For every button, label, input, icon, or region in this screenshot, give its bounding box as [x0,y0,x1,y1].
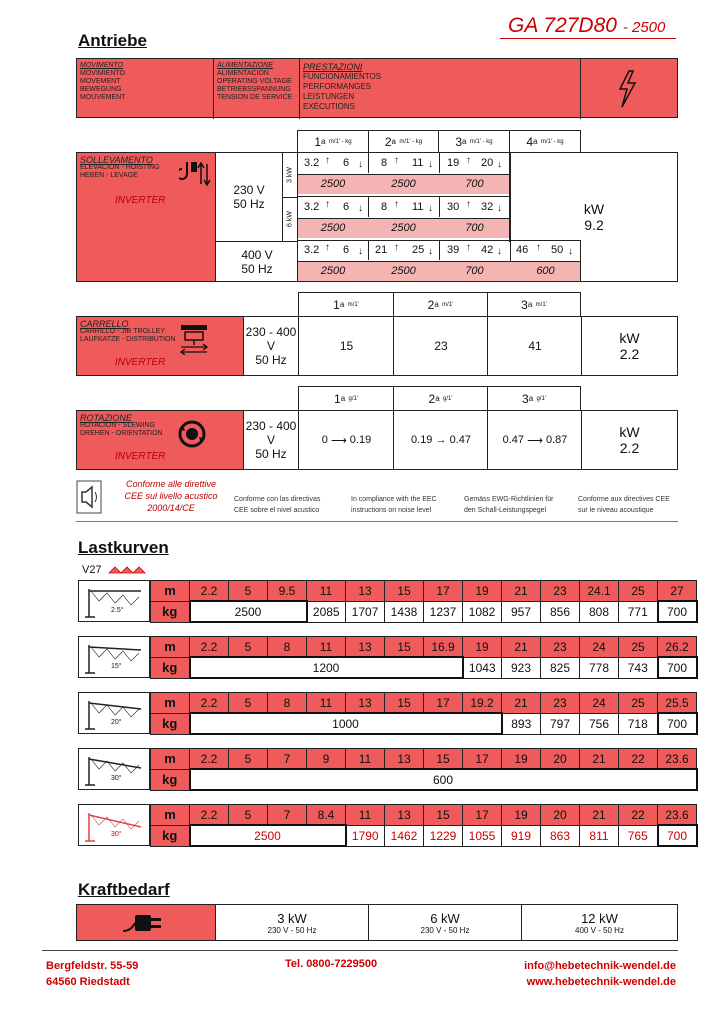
load-cell: 771 [619,601,658,622]
header-movement: MOVIMENTO MOVIMIENTO MOVEMENT BEWEGUNG MOUVEMENT [80,62,126,101]
load-span-cell: 1200 [190,657,463,678]
radius-cell: 9 [307,749,346,770]
radius-cell: 25 [619,693,658,714]
radius-cell: 23 [541,693,580,714]
load-cell: 756 [580,713,619,734]
load-cell: 1790 [346,825,385,846]
load-cell: 797 [541,713,580,734]
radius-cell: 19 [502,805,541,826]
trolley-speed-1: 15 [339,339,354,353]
load-cell: 1082 [463,601,502,622]
radius-cell: 17 [463,805,502,826]
radius-cell: 5 [229,637,268,658]
jib-angle: 15° [111,663,122,670]
hoist-speed-header: 1 a m/1' - kg 2 a m/1' - kg 3 a m/1' - kg 4 a m/1' - kg [297,130,581,153]
radius-cell: 19 [463,637,502,658]
radius-cell: 2.2 [190,581,229,602]
radius-cell: 19 [502,749,541,770]
load-cell: 700 [658,713,697,734]
radius-cell: 15 [385,693,424,714]
section-title-antriebe: Antriebe [78,31,147,50]
power-12kw: 12 kW 400 V - 50 Hz [575,910,624,935]
load-cell: 778 [580,657,619,678]
header-voltage: ALIMENTAZIONE ALIMENTACION OPERATING VOLTAGE BETRIEBSSPANNUNG TENSION DE SERVICE [217,62,293,101]
hoist-inverter: INVERTER [115,195,166,206]
jib-icon [108,566,146,574]
radius-cell: 8 [268,693,307,714]
load-curve-table [150,804,698,847]
radius-cell: 13 [346,581,385,602]
radius-cell: 20 [541,749,580,770]
load-cell: 743 [619,657,658,678]
radius-cell: 19 [463,581,502,602]
load-span-cell: 2500 [190,825,346,846]
website-link[interactable]: www.hebetechnik-wendel.de [526,976,676,988]
speaker-icon [76,480,102,514]
m-label: m [151,637,190,658]
radius-cell: 13 [385,749,424,770]
radius-cell: 19.2 [463,693,502,714]
footer-rule [42,950,678,951]
radius-cell: 2.2 [190,637,229,658]
conformity-de: Gemäss EWG-Richtlinien für den Schall-Leistungspegel [464,496,554,514]
radius-cell: 11 [307,693,346,714]
load-curve-table [150,580,698,623]
load-cell: 1055 [463,825,502,846]
load-span-cell: 1000 [190,713,502,734]
power-6kw: 6 kW 230 V - 50 Hz [420,910,470,935]
trolley-voltage: 230 - 400 V 50 Hz [245,325,297,367]
load-cell: 811 [580,825,619,846]
radius-cell: 22 [619,805,658,826]
lightning-icon [615,69,639,109]
load-curve-table [150,748,698,791]
load-cell: 825 [541,657,580,678]
radius-cell: 13 [385,805,424,826]
radius-cell: 2.2 [190,693,229,714]
load-cell: 1438 [385,601,424,622]
radius-cell: 15 [385,637,424,658]
load-curve-table [150,636,698,679]
footer-contact [508,958,676,990]
section-title-lastkurven: Lastkurven [78,538,169,557]
radius-cell: 22 [619,749,658,770]
radius-cell: 25 [619,637,658,658]
header-rule [500,38,676,39]
radius-cell: 25 [619,581,658,602]
radius-cell: 13 [346,693,385,714]
radius-cell: 5 [229,693,268,714]
radius-cell: 7 [268,805,307,826]
radius-cell: 26.2 [658,637,697,658]
radius-cell: 8 [268,637,307,658]
hoist-400v: 400 V 50 Hz [241,248,273,276]
trolley-block [76,316,678,376]
m-label: m [151,805,190,826]
plug-cell [77,905,216,940]
hoist-230v: 230 V 50 Hz [233,183,265,211]
load-cell: 1707 [346,601,385,622]
rotation-block [76,410,678,470]
radius-cell: 20 [541,805,580,826]
kg-label: kg [151,825,190,846]
load-curve-table [150,692,698,735]
conformity-en: In compliance with the EEC instructions on noise level [351,496,437,514]
v27-tag: V27 [82,564,102,576]
radius-cell: 11 [307,637,346,658]
trolley-power: kW 2.2 [619,330,640,362]
trolley-inverter: INVERTER [115,357,166,368]
radius-cell: 21 [502,637,541,658]
model-title: GA 727D80 - 2500 [508,14,666,37]
trolley-label-cell: CARRELLO CARRILLO - JIB TROLLEY LAUFKATZE - DISTRIBUTION INVERTER [77,317,244,375]
trolley-speed-header: 1 a m/1' 2 a m/1' 3 a m/1' [298,292,581,316]
radius-cell: 21 [502,581,541,602]
radius-cell: 13 [346,637,385,658]
load-cell: 863 [541,825,580,846]
conformity-it: Conforme alle direttive CEE sul livello acustico 2000/14/CE [124,479,218,513]
load-cell: 2085 [307,601,346,622]
footer-address: Bergfeldstr. 55-59 64560 Riedstadt [46,960,139,988]
radius-cell: 11 [346,749,385,770]
rotation-label-cell: ROTAZIONE ROTACION - SLEWING DREHEN - ORIENTATION INVERTER [77,411,244,469]
plug-icon [121,909,171,937]
conformity-fr: Conforme aux directives CEE sur le niveau acoustique [578,496,670,514]
rotation-voltage: 230 - 400 V 50 Hz [245,419,297,461]
load-span-cell: 2500 [190,601,307,622]
load-cell: 919 [502,825,541,846]
rotation-icon [177,419,207,449]
radius-cell: 23 [541,581,580,602]
load-cell: 700 [658,657,697,678]
radius-cell: 9.5 [268,581,307,602]
trolley-icon [177,321,211,355]
radius-cell: 27 [658,581,697,602]
load-cell: 700 [658,601,697,622]
radius-cell: 15 [424,805,463,826]
load-cell: 1043 [463,657,502,678]
trolley-speed-3: 41 [528,339,542,353]
radius-cell: 11 [307,581,346,602]
radius-cell: 24 [580,693,619,714]
conformity-es: Conforme con las directivas CEE sobre el nivel acustico [234,496,321,514]
power-requirement [76,904,678,941]
radius-cell: 5 [229,581,268,602]
load-cell: 856 [541,601,580,622]
radius-cell: 21 [580,805,619,826]
kg-label: kg [151,601,190,622]
load-cell: 765 [619,825,658,846]
m-label: m [151,581,190,602]
rotation-speed-3: 0.47 ⟶ 0.87 [502,434,568,447]
conformity-row [76,474,678,522]
m-label: m [151,693,190,714]
rotation-speed-2: 0.19 → 0.47 [411,434,471,446]
radius-cell: 15 [385,581,424,602]
radius-cell: 11 [346,805,385,826]
radius-cell: 5 [229,749,268,770]
hoist-label-cell: SOLLEVAMENTO ELEVACION - HOISTING HEBEN - LEVAGE INVERTER [77,153,216,281]
kg-label: kg [151,657,190,678]
load-cell: 893 [502,713,541,734]
m-label: m [151,749,190,770]
radius-cell: 24.1 [580,581,619,602]
load-cell: 718 [619,713,658,734]
kg-label: kg [151,769,190,790]
radius-cell: 17 [463,749,502,770]
hoist-icon [179,158,211,188]
radius-cell: 7 [268,749,307,770]
load-cell: 923 [502,657,541,678]
trolley-speed-2: 23 [434,339,448,353]
rotation-power: kW 2.2 [619,424,640,456]
jib-angle: 2.5° [111,607,124,614]
load-cell: 808 [580,601,619,622]
load-cell: 957 [502,601,541,622]
kg-label: kg [151,713,190,734]
header-row [76,58,678,118]
radius-cell: 23.6 [658,805,697,826]
footer-phone: Tel. 0800-7229500 [285,958,378,970]
jib-diagram [78,580,150,622]
rotation-speed-header: 1 a g/1' 2 a g/1' 3 a g/1' [298,386,581,410]
radius-cell: 17 [424,581,463,602]
radius-cell: 21 [502,693,541,714]
email-link[interactable]: info@hebetechnik-wendel.de [524,960,676,972]
radius-cell: 16.9 [424,637,463,658]
rotation-inverter: INVERTER [115,451,166,462]
load-cell: 1229 [424,825,463,846]
radius-cell: 15 [424,749,463,770]
load-cell: 1462 [385,825,424,846]
jib-angle: 30° [111,775,122,782]
load-cell: 700 [658,825,697,846]
radius-cell: 5 [229,805,268,826]
radius-cell: 2.2 [190,805,229,826]
radius-cell: 17 [424,693,463,714]
jib-angle: 20° [111,719,122,726]
radius-cell: 24 [580,637,619,658]
jib-diagram [78,636,150,678]
rotation-speed-1: 0 ⟶ 0.19 [321,434,372,447]
load-span-cell: 600 [190,769,697,790]
radius-cell: 23.6 [658,749,697,770]
hoist-power: kW 9.2 [583,201,605,233]
radius-cell: 8.4 [307,805,346,826]
radius-cell: 21 [580,749,619,770]
jib-diagram [78,692,150,734]
radius-cell: 25.5 [658,693,697,714]
jib-diagram [78,748,150,790]
power-3kw: 3 kW 230 V - 50 Hz [267,910,317,935]
section-title-kraftbedarf: Kraftbedarf [78,880,170,899]
hoist-3kw: 3 kW [286,167,294,183]
hoist-6kw: 6 kW [286,211,294,228]
jib-diagram [78,804,150,846]
radius-cell: 2.2 [190,749,229,770]
load-cell: 1237 [424,601,463,622]
radius-cell: 23 [541,637,580,658]
jib-angle: 30° [111,831,122,838]
header-performance: PRESTAZIONI FUNCIONAMIENTOS PERFORMANGES LEISTUNGEN EXÉCUTIONS [303,62,382,111]
